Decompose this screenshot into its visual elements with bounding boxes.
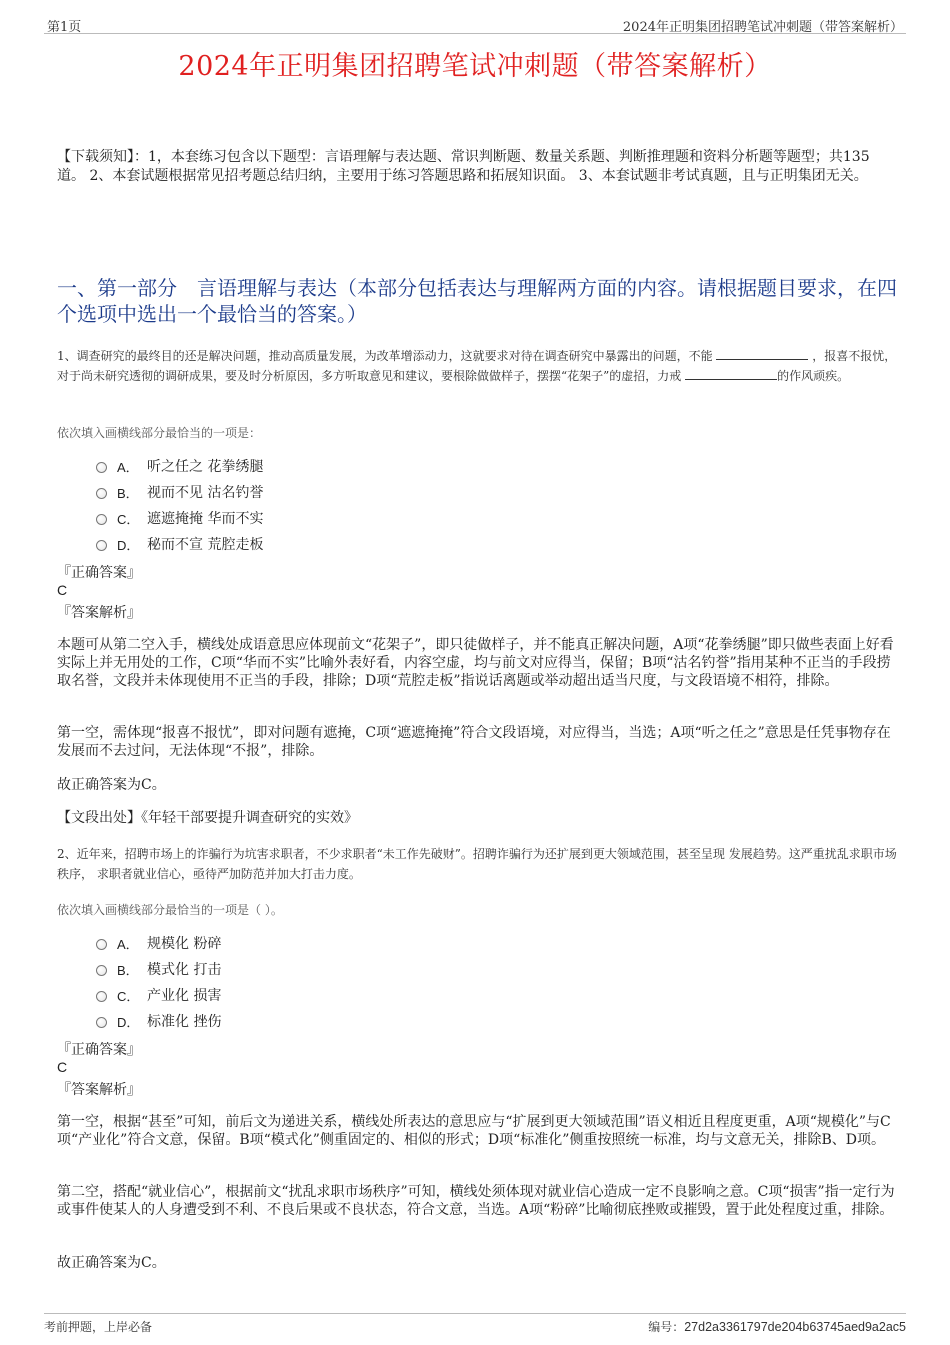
source-reference: 【文段出处】《年轻干部要提升调查研究的实效》 <box>57 810 358 826</box>
radio-icon[interactable] <box>96 540 107 551</box>
option-a[interactable] <box>96 453 263 479</box>
analysis-paragraph: 本题可从第二空入手，横线处成语意思应体现前文“花架子”，即只徒做样子，并不能真正解决问题，A项“花拳绣腿”即只做些表面上好看实际上并无用处的工作，C项“华而不实”比喻外表好看，内容空虚，均与前文对应得当，保留；B项“沽名钓誉”指用某种不正当的手段捞取名誉，文段并未体现使用不正当的手段，排除；D项“荒腔走板”指说话离题或举动超出适当尺度，与文段语境不相符，排除。 <box>57 637 894 689</box>
analysis-label: 『答案解析』 <box>57 605 141 621</box>
question-2-stem: 2、近年来，招聘市场上的诈骗行为坑害求职者，不少求职者“未工作先破财”。招聘诈骗行为还扩展到更大领域范围，甚至呈现 发展趋势。这严重扰乱求职市场秩序， 求职者就业信心，亟待严加防范并加大打击力度。 <box>57 847 897 881</box>
answer-value: C <box>57 582 68 598</box>
analysis-conclusion: 故正确答案为C。 <box>57 1255 166 1271</box>
answer-value: C <box>57 1059 68 1075</box>
radio-icon[interactable] <box>96 488 107 499</box>
answer-label: 『正确答案』 <box>57 565 141 581</box>
option-key: B． <box>117 962 139 978</box>
radio-icon[interactable] <box>96 939 107 950</box>
option-c[interactable] <box>96 505 263 531</box>
analysis-paragraph: 第一空，根据“甚至”可知，前后文为递进关系，横线处所表达的意思应与“扩展到更大领域范围”语义相近且程度更重，A项“规模化”与C项“产业化”符合文意，保留。B项“模式化”侧重固定的、相似的形式；D项“标准化”侧重按照统一标准，均与文意无关，排除B、D项。 <box>57 1114 891 1148</box>
option-d[interactable] <box>96 1008 221 1034</box>
header-doc-title: 2024年正明集团招聘笔试冲刺题（带答案解析） <box>622 20 903 35</box>
analysis-conclusion: 故正确答案为C。 <box>57 777 166 793</box>
page-header <box>44 13 906 34</box>
option-c[interactable] <box>96 982 221 1008</box>
section-heading: 一、第一部分 言语理解与表达（本部分包括表达与理解两方面的内容。请根据题目要求，在四个选项中选出一个最恰当的答案。） <box>57 276 897 326</box>
fill-blank <box>685 367 777 380</box>
option-key: D． <box>117 1014 140 1030</box>
download-notice: 【下载须知】：1，本套练习包含以下题型：言语理解与表达题、常识判断题、数量关系题、判断推理题和资料分析题等题型；共135道。 2、本套试题根据常见招考题总结归纳，主要用于练习答题思路和拓展知识面。 3、本套试题非考试真题，且与正明集团无关。 <box>57 149 870 184</box>
option-text: 视而不见 沽名钓誉 <box>147 485 264 501</box>
question-1-options <box>96 453 263 557</box>
option-key: A． <box>117 459 139 475</box>
question-1-hint: 依次填入画横线部分最恰当的一项是： <box>57 426 262 440</box>
option-b[interactable] <box>96 479 263 505</box>
option-key: B． <box>117 485 139 501</box>
option-text: 规模化 粉碎 <box>147 936 222 952</box>
radio-icon[interactable] <box>96 965 107 976</box>
option-text: 秘而不宣 荒腔走板 <box>147 537 264 553</box>
option-text: 模式化 打击 <box>147 962 222 978</box>
code-value: 27d2a3361797de204b63745aed9a2ac5 <box>684 1320 906 1334</box>
question-1-stem <box>57 346 905 386</box>
code-label: 编号： <box>648 1320 685 1334</box>
stem-part: 的作风顽疾。 <box>777 369 850 383</box>
analysis-paragraph: 第二空，搭配“就业信心”，根据前文“扰乱求职市场秩序”可知，横线处须体现对就业信心造成一定不良影响之意。C项“损害”指一定行为或事件使某人的人身遭受到不利、不良后果或不良状态，符合文意，当选。A项“粉碎”比喻彻底挫败或摧毁，置于此处程度过重，排除。 <box>57 1184 895 1218</box>
option-text: 标准化 挫伤 <box>147 1014 222 1030</box>
stem-part: 1、调查研究的最终目的还是解决问题，推动高质量发展，为改革增添动力，这就要求对待在调查研究中暴露出的问题，不能 <box>57 349 713 363</box>
question-2-options <box>96 930 221 1034</box>
option-text: 遮遮掩掩 华而不实 <box>147 511 264 527</box>
option-b[interactable] <box>96 956 221 982</box>
page-title: 2024年正明集团招聘笔试冲刺题（带答案解析） <box>178 51 772 82</box>
radio-icon[interactable] <box>96 1017 107 1028</box>
fill-blank <box>716 347 808 360</box>
page-footer <box>44 1313 906 1336</box>
radio-icon[interactable] <box>96 462 107 473</box>
option-key: C． <box>117 988 140 1004</box>
page-number: 第1页 <box>47 20 82 35</box>
option-key: A． <box>117 936 139 952</box>
question-2-hint: 依次填入画横线部分最恰当的一项是（ ）。 <box>57 903 283 917</box>
analysis-paragraph: 第一空，需体现“报喜不报忧”，即对问题有遮掩，C项“遮遮掩掩”符合文段语境，对应得当，当选；A项“听之任之”意思是任凭事物存在发展而不去过问，无法体现“不报”，排除。 <box>57 725 891 759</box>
analysis-label: 『答案解析』 <box>57 1082 141 1098</box>
option-a[interactable] <box>96 930 221 956</box>
document-code <box>648 1318 906 1335</box>
radio-icon[interactable] <box>96 514 107 525</box>
option-key: C． <box>117 511 140 527</box>
radio-icon[interactable] <box>96 991 107 1002</box>
option-key: D． <box>117 537 140 553</box>
option-d[interactable] <box>96 531 263 557</box>
stem-part: ，报喜不报忧，对于尚未研究透彻的调研成果，要及时分析原因，多方听取意见和建议，要根除做做样子，摆摆“花架子”的虚招，力戒 <box>57 349 897 383</box>
option-text: 听之任之 花拳绣腿 <box>147 459 264 475</box>
option-text: 产业化 损害 <box>147 988 222 1004</box>
answer-label: 『正确答案』 <box>57 1042 141 1058</box>
footer-slogan: 考前押题，上岸必备 <box>44 1320 153 1334</box>
